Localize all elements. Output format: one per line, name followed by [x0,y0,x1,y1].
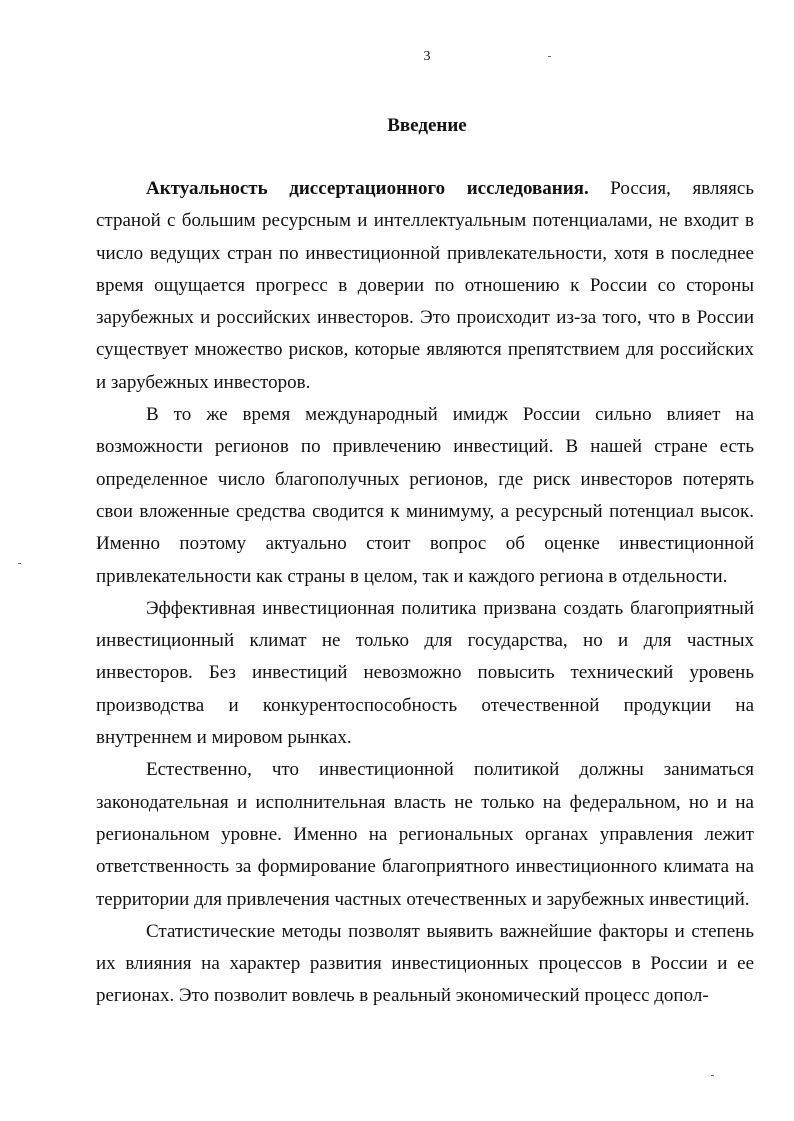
paragraph-international-image: В то же время международный имидж России сильно влияет на возможности регионов по привлечению инвестиций. В нашей стране есть определенное число благополучных регионов, где риск инвесторов потерять свои вложенные средства сводится к минимуму, а ресурсный потенциал высок. Именно поэтому актуально стоит вопрос об оценке инвестиционной привлекательности как страны в целом, так и каждого региона в отдельности. [96,404,754,587]
paragraph-statistical-methods: Статистические методы позволят выявить важнейшие факторы и степень их влияния на характер развития инвестиционных процессов в России и ее регионах. Это позволит вовлечь в реальный экономический процесс допол- [96,920,754,1007]
paragraph-text: Россия, являясь страной с большим ресурсным и интеллектуальным потенциалами, не входит в число ведущих стран по инвестиционной привлекательности, хотя в последнее время ощущается прогресс в доверии по отношению к России со стороны зарубежных и российских инвесторов. Это происходит из-за того, что в России существует множество рисков, которые являются препятствием для российских и зарубежных инвесторов. [96,178,755,393]
paragraph-government-role: Естественно, что инвестиционной политикой должны заниматься законодательная и исполнительная власть не только на федеральном, но и на региональном уровне. Именно на региональных органах управления лежит ответственность за формирование благоприятного инвестиционного климата на территории для привлечения частных отечественных и зарубежных инвестиций. [96,759,754,910]
scan-artifact [18,563,21,564]
section-title: Введение [387,115,467,136]
paragraph-lead: Актуальность диссертационного исследования. [146,178,589,199]
body-text [96,173,754,1013]
scan-artifact [548,56,551,57]
scan-artifact [711,1075,714,1076]
paragraph-investment-policy: Эффективная инвестиционная политика призвана создать благоприятный инвестиционный климат не только для государства, но и для частных инвесторов. Без инвестиций невозможно повысить технический уровень производства и конкурентоспособность отечественной продукции на внутреннем и мировом рынках. [96,597,754,749]
page-number: 3 [423,49,431,64]
paragraph-relevance [96,173,754,399]
